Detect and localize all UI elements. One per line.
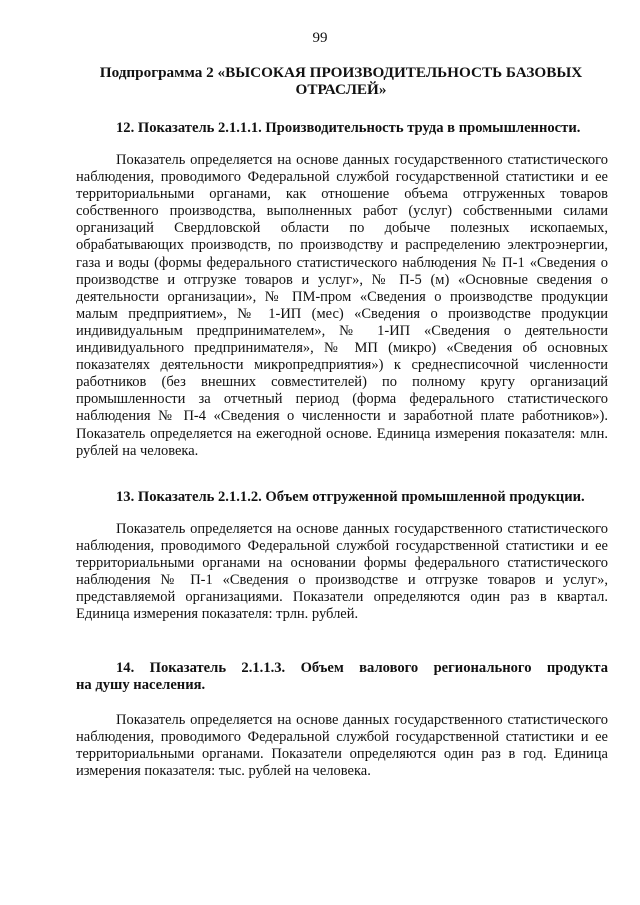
section-12-heading: 12. Показатель 2.1.1.1. Производительность труда в промышленности. (116, 120, 581, 136)
subprogram-title-line-2: ОТРАСЛЕЙ» (295, 81, 387, 98)
subprogram-title-line-1: Подпрограмма 2 «ВЫСОКАЯ ПРОИЗВОДИТЕЛЬНОСТЬ БАЗОВЫХ (99, 64, 583, 81)
section-14-heading-line-2: на душу населения. (76, 677, 206, 693)
section-12-body: Показатель определяется на основе данных государственного статистического наблюдения, проводимого Федеральной службой государственной статистики и ее территориальными органами, как отношение объема отгруженных товаров собственного производства, выполненных работ (услуг) собственными силами организаций Свердловской области по добыче полезных ископаемых, обрабатывающих производств, по производству и распределению электроэнергии, газа и воды (формы федерального статистического наблюдения № П-1 «Сведения о производстве и отгрузке товаров и услуг», № П-5 (м) «Основные сведения о деятельности организации», № ПМ-пром «Сведения о производстве продукции малым предприятием», № 1-ИП (мес) «Сведения о производстве продукции индивидуальным предпринимателем», № 1-ИП «Сведения о деятельности индивидуального предпринимателя», № МП (микро) «Сведения об основных показателях деятельности микропредприятия») к среднесписочной численности работников (без внешних совместителей) по полному кругу организаций промышленности за отчетный период (форма федерального статистического наблюдения № П-4 «Сведения о численности и заработной плате работников»). Показатель определяется на ежегодной основе. Единица измерения показателя: млн. рублей на человека. (76, 152, 608, 459)
section-14-heading (76, 660, 608, 694)
section-13-heading: 13. Показатель 2.1.1.2. Объем отгруженной промышленной продукции. (116, 489, 585, 505)
section-13-body: Показатель определяется на основе данных государственного статистического наблюдения, проводимого Федеральной службой государственной статистики и ее территориальными органами на основании формы федерального статистического наблюдения № П-1 «Сведения о производстве и отгрузке товаров и услуг», представляемой организациями. Показатели определяются один раз в квартал. Единица измерения показателя: трлн. рублей. (76, 521, 608, 623)
section-14-heading-line-1: 14. Показатель 2.1.1.3. Объем валового регионального продукта (116, 660, 608, 676)
section-14-body: Показатель определяется на основе данных государственного статистического наблюдения, проводимого Федеральной службой государственной статистики и ее территориальными органами. Показатели определяются один раз в год. Единица измерения показателя: тыс. рублей на человека. (76, 712, 608, 780)
page-number: 99 (312, 30, 328, 46)
subprogram-title (96, 64, 586, 98)
